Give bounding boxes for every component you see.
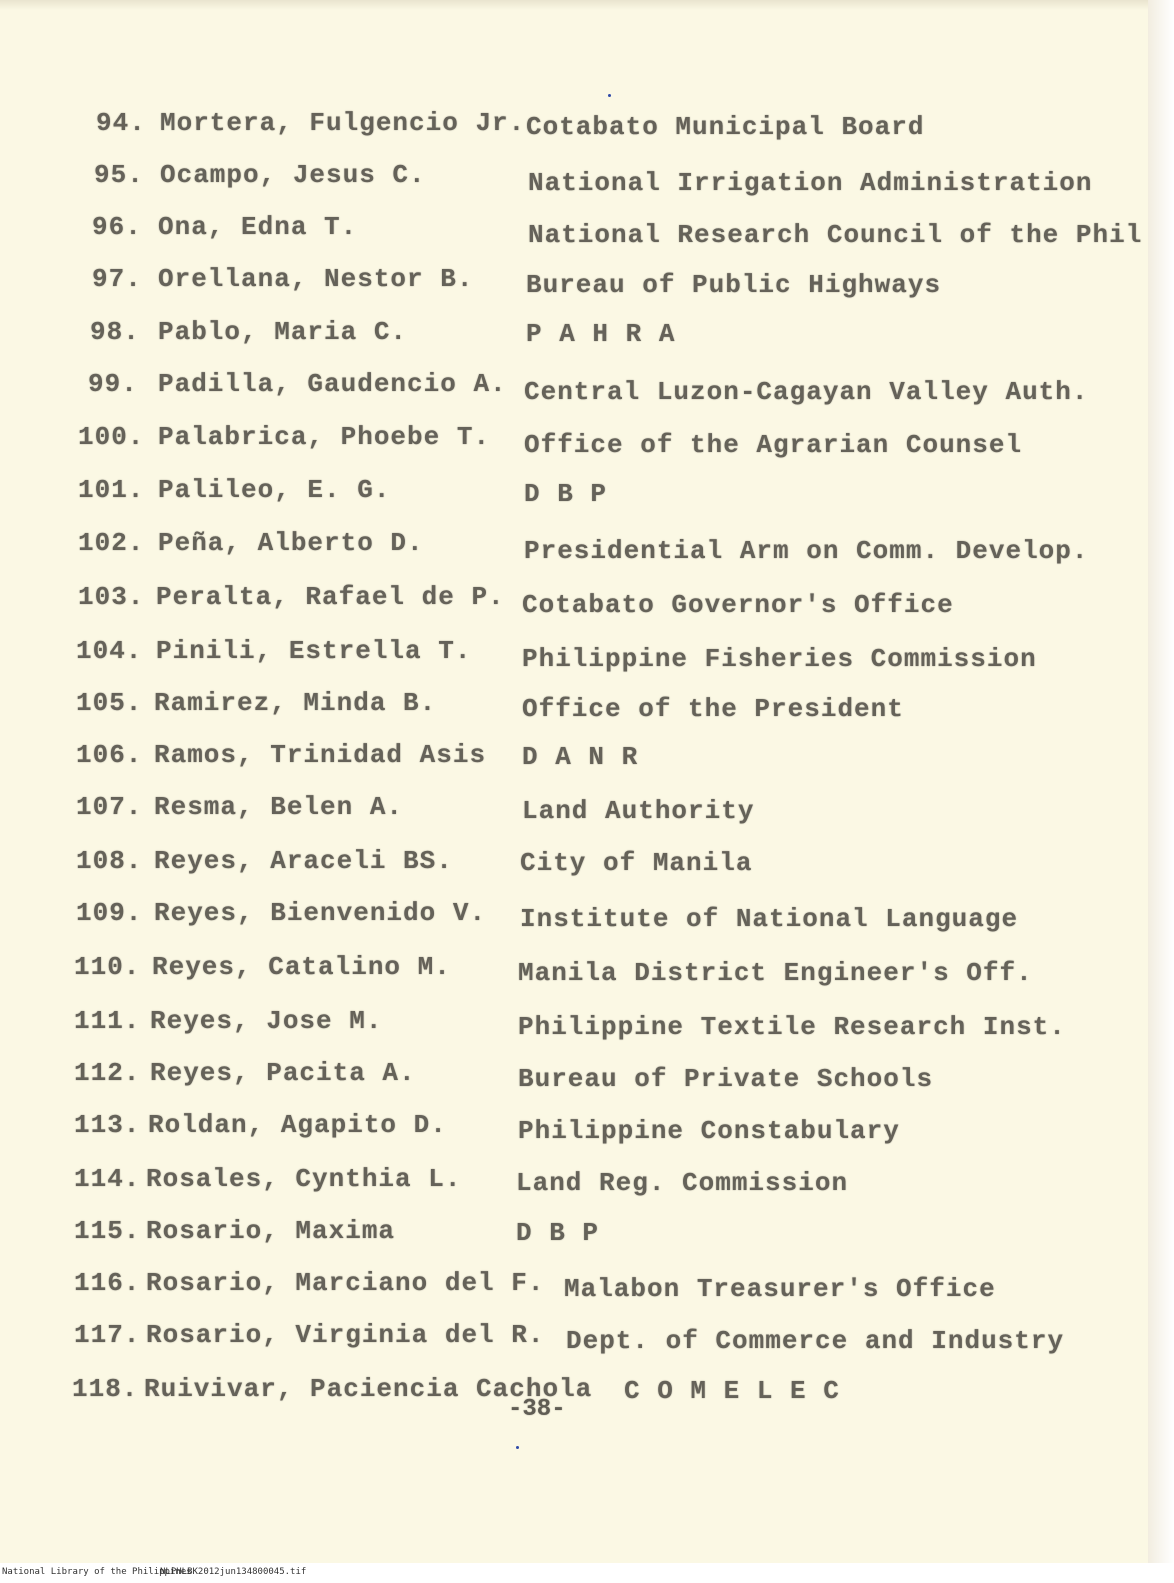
entry-name: Ruivivar, Paciencia Cachola [144, 1374, 593, 1404]
entry-name: Resma, Belen A. [154, 792, 404, 822]
entry-agency: D A N R [522, 742, 639, 772]
entry-agency: City of Manila [520, 848, 753, 878]
entry-agency: Land Reg. Commission [516, 1168, 849, 1198]
ink-speck [608, 94, 611, 97]
entry-agency: Presidential Arm on Comm. Develop. [524, 536, 1089, 566]
entry-agency: Land Authority [522, 796, 755, 826]
entry-number: 110. [74, 952, 141, 982]
entry-number: 118. [72, 1374, 139, 1404]
footer-library: National Library of the Philippines [2, 1567, 192, 1577]
entry-agency: Philippine Textile Research Inst. [518, 1012, 1066, 1042]
entry-name: Reyes, Jose M. [150, 1006, 383, 1036]
entry-number: 115. [74, 1216, 141, 1246]
entry-agency: Philippine Constabulary [518, 1116, 900, 1146]
page-right-edge [1148, 0, 1174, 1563]
entry-agency: D B P [516, 1218, 600, 1248]
entry-agency: Philippine Fisheries Commission [522, 644, 1037, 674]
entry-agency: Central Luzon-Cagayan Valley Auth. [524, 377, 1089, 407]
entry-agency: P A H R A [526, 319, 676, 349]
entry-name: Pablo, Maria C. [158, 317, 408, 347]
entry-name: Reyes, Araceli BS. [154, 846, 453, 876]
entry-name: Rosario, Maxima [146, 1216, 396, 1246]
ink-speck [516, 1446, 519, 1449]
entry-number: 113. [74, 1110, 141, 1140]
page-number: -38- [508, 1396, 566, 1423]
entry-name: Padilla, Gaudencio A. [158, 369, 507, 399]
entry-number: 105. [76, 688, 143, 718]
entry-name: Peña, Alberto D. [158, 528, 424, 558]
entry-name: Ocampo, Jesus C. [160, 160, 426, 190]
entry-agency: C O M E L E C [624, 1376, 840, 1406]
entry-number: 114. [74, 1164, 141, 1194]
entry-number: 107. [76, 792, 143, 822]
entry-name: Rosario, Virginia del R. [146, 1320, 545, 1350]
entry-number: 99. [88, 369, 138, 399]
entry-agency: National Irrigation Administration [528, 168, 1093, 198]
entry-number: 94. [96, 108, 146, 138]
entry-name: Ramirez, Minda B. [154, 688, 437, 718]
entry-name: Mortera, Fulgencio Jr. [160, 108, 526, 138]
entry-name: Reyes, Pacita A. [150, 1058, 416, 1088]
entry-name: Roldan, Agapito D. [148, 1110, 447, 1140]
entry-number: 106. [76, 740, 143, 770]
entry-number: 108. [76, 846, 143, 876]
entry-number: 102. [78, 528, 145, 558]
footer-filename: NLPHLBK2012jun134800045.tif [160, 1567, 307, 1577]
entry-agency: Manila District Engineer's Off. [518, 958, 1033, 988]
entry-agency: Cotabato Municipal Board [526, 112, 925, 142]
entry-agency: National Research Council of the Phil [528, 220, 1143, 250]
entry-number: 95. [94, 160, 144, 190]
entry-agency: Bureau of Public Highways [526, 270, 942, 300]
entry-agency: D B P [524, 479, 608, 509]
entry-number: 96. [92, 212, 142, 242]
entry-name: Palabrica, Phoebe T. [158, 422, 491, 452]
entry-name: Ona, Edna T. [158, 212, 358, 242]
scan-footer [0, 1563, 1174, 1583]
entry-name: Rosario, Marciano del F. [146, 1268, 545, 1298]
entry-name: Pinili, Estrella T. [156, 636, 472, 666]
entry-agency: Office of the Agrarian Counsel [524, 430, 1023, 460]
entry-name: Rosales, Cynthia L. [146, 1164, 462, 1194]
entry-number: 100. [78, 422, 145, 452]
entry-number: 116. [74, 1268, 141, 1298]
entry-agency: Office of the President [522, 694, 904, 724]
entry-agency: Malabon Treasurer's Office [564, 1274, 996, 1304]
entry-name: Ramos, Trinidad Asis [154, 740, 487, 770]
page-top-shadow [0, 0, 1174, 10]
entry-name: Reyes, Catalino M. [152, 952, 451, 982]
entry-number: 112. [74, 1058, 141, 1088]
entry-agency: Institute of National Language [520, 904, 1019, 934]
entry-number: 101. [78, 475, 145, 505]
entry-number: 104. [76, 636, 143, 666]
entry-agency: Cotabato Governor's Office [522, 590, 954, 620]
entry-agency: Dept. of Commerce and Industry [566, 1326, 1065, 1356]
entry-name: Palileo, E. G. [158, 475, 391, 505]
entry-name: Orellana, Nestor B. [158, 264, 474, 294]
entry-name: Reyes, Bienvenido V. [154, 898, 487, 928]
entry-number: 103. [78, 582, 145, 612]
entry-number: 97. [92, 264, 142, 294]
entry-number: 109. [76, 898, 143, 928]
entry-number: 117. [74, 1320, 141, 1350]
entry-agency: Bureau of Private Schools [518, 1064, 934, 1094]
entry-number: 98. [90, 317, 140, 347]
entry-name: Peralta, Rafael de P. [156, 582, 505, 612]
entry-number: 111. [74, 1006, 141, 1036]
